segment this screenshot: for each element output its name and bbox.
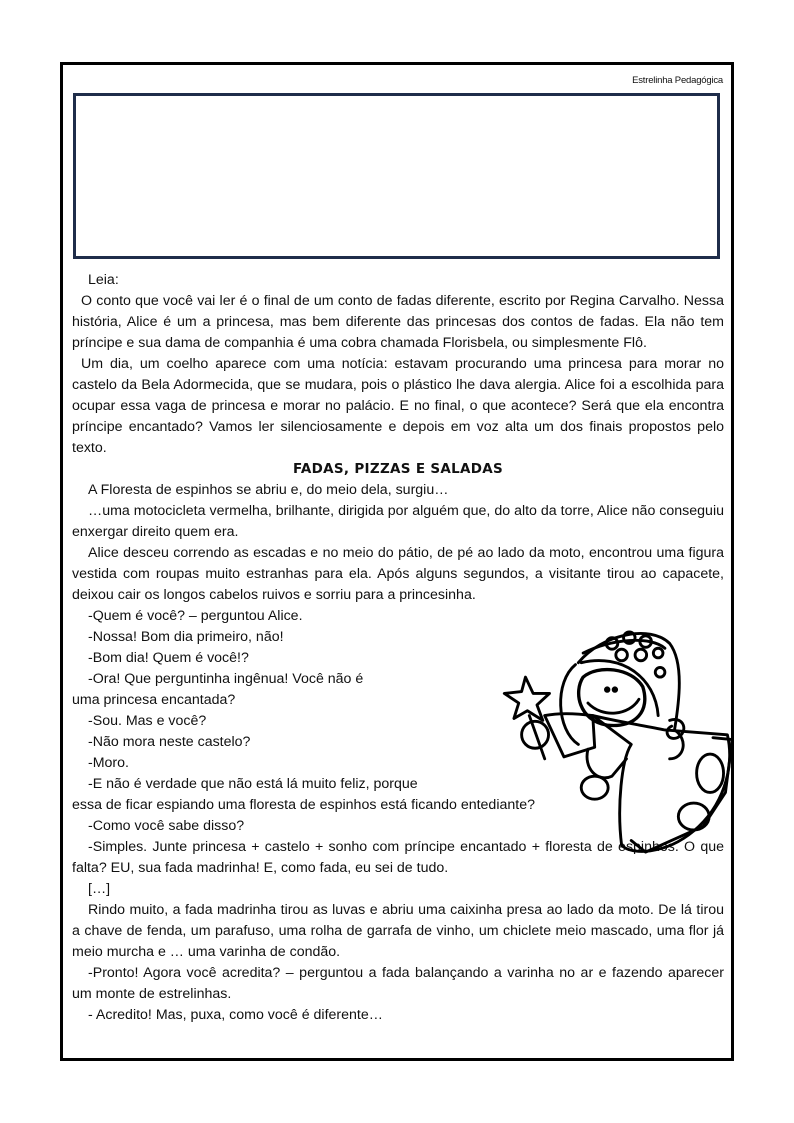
dialogue-line: -Não mora neste castelo? xyxy=(88,734,251,750)
worksheet-content xyxy=(72,270,724,1026)
story-line: Rindo muito, a fada madrinha tirou as luvas e abriu uma caixinha presa ao lado da moto. De lá tirou a chave de fenda, um parafuso, uma rolha de garrafa de vinho, um chiclete meio mascado, uma flor já meio murcha e … uma varinha de condão. xyxy=(72,902,724,960)
dialogue-line: -Quem é você? – perguntou Alice. xyxy=(88,608,303,624)
title-box xyxy=(73,93,720,259)
dialogue-line: -Pronto! Agora você acredita? – perguntou a fada balançando a varinha no ar e fazendo aparecer um monte de estrelinhas. xyxy=(72,965,724,1002)
brand-label: Estrelinha Pedagógica xyxy=(632,75,723,86)
dialogue-line: -Sou. Mas e você? xyxy=(88,713,207,729)
dialogue-line: -Ora! Que perguntinha ingênua! Você não é xyxy=(88,671,364,687)
dialogue-line: -Nossa! Bom dia primeiro, não! xyxy=(88,629,284,645)
dialogue-line: -E não é verdade que não está lá muito feliz, porque xyxy=(88,776,418,792)
dialogue-line: -Como você sabe disso? xyxy=(88,818,245,834)
dialogue-line: -Bom dia! Quem é você!? xyxy=(88,650,249,666)
intro-paragraph: O conto que você vai ler é o final de um conto de fadas diferente, escrito por Regina Carvalho. Nessa história, Alice é um a princesa, mas bem diferente das princesas dos contos de fadas. Ela não tem príncipe e sua dama de companhia é uma cobra chamada Florisbela, ou simplesmente Flô. xyxy=(72,293,724,351)
story-line: Alice desceu correndo as escadas e no meio do pátio, de pé ao lado da moto, encontrou uma figura vestida com roupas muito estranhas para ela. Após alguns segundos, a visitante tirou ao capacete, deixou cair os longos cabelos ruivos e sorriu para a princesinha. xyxy=(72,545,724,603)
fairy-illustration xyxy=(487,622,737,862)
story-line: A Floresta de espinhos se abriu e, do meio dela, surgiu… xyxy=(88,482,449,498)
dialogue-line: uma princesa encantada? xyxy=(72,692,236,708)
page-frame xyxy=(60,62,734,1061)
story-title: FADAS, PIZZAS E SALADAS xyxy=(292,461,504,477)
dialogue-line: - Acredito! Mas, puxa, como você é diferente… xyxy=(88,1007,383,1023)
intro-paragraph: Um dia, um coelho aparece com uma notícia: estavam procurando uma princesa para morar no castelo da Bela Adormecida, que se mudara, pois o plástico lhe dava alergia. Alice foi a escolhida para ocupar essa vaga de princesa e morar no palácio. E no final, o que acontece? Será que ela encontra príncipe encantado? Vamos ler silenciosamente e depois em voz alta um dos finais propostos pelo texto. xyxy=(72,356,724,456)
dialogue-line: essa de ficar espiando uma floresta de espinhos está ficando entediante? xyxy=(72,797,535,813)
intro-label: Leia: xyxy=(88,272,119,288)
dialogue-line: -Moro. xyxy=(88,755,129,771)
story-line: …uma motocicleta vermelha, brilhante, dirigida por alguém que, do alto da torre, Alice não conseguiu enxergar direito quem era. xyxy=(72,503,724,540)
dialogue-line: -Simples. Junte princesa + castelo + sonho com príncipe encantado + floresta de espinhos. O que falta? EU, sua fada madrinha! E, como fada, eu sei de tudo. xyxy=(72,839,724,876)
ellipsis-line: […] xyxy=(88,881,111,897)
